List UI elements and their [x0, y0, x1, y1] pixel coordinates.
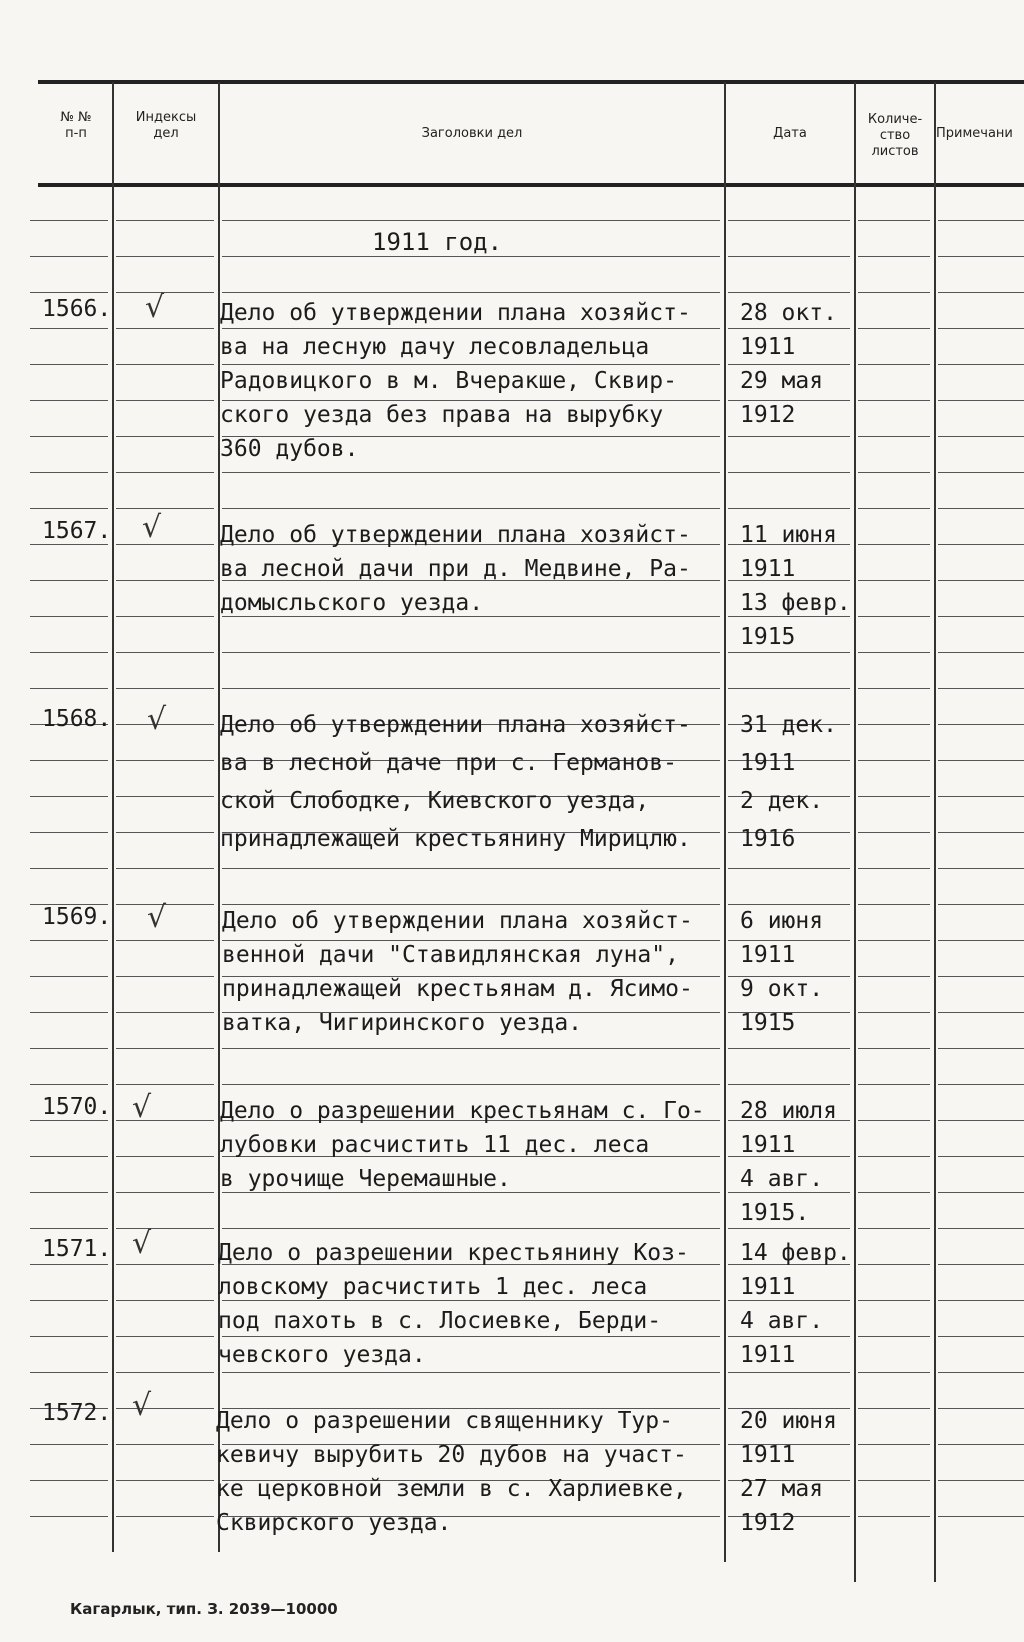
header-notes: Примечани [936, 126, 1013, 141]
ruled-line [858, 472, 930, 473]
ruled-line [858, 1408, 930, 1409]
ruled-line [938, 508, 1024, 509]
ruled-line [938, 1084, 1024, 1085]
ruled-line [116, 976, 214, 977]
ruled-line [728, 1372, 850, 1373]
ruled-line [858, 724, 930, 725]
ruled-line [858, 1264, 930, 1265]
ruled-line [116, 472, 214, 473]
ruled-line [116, 1228, 214, 1229]
ruled-line [858, 796, 930, 797]
ruled-line [938, 220, 1024, 221]
entry-title: Дело об утверждении плана хозяйст- ва лесной дачи при д. Медвине, Ра- домысльского уезда. [220, 522, 691, 616]
ruled-line [30, 544, 108, 545]
table-top-rule [38, 80, 1024, 84]
ruled-line [858, 400, 930, 401]
ruled-line [858, 1120, 930, 1121]
header-sheets: Количе- ство листов [867, 112, 923, 159]
ruled-line [30, 1156, 108, 1157]
ruled-line [116, 1408, 214, 1409]
header-title: Заголовки дел [421, 126, 523, 141]
entry-title: Дело о разрешении крестьянину Коз- ловскому расчистить 1 дес. леса под пахоть в с. Лосиевке, Берди- чевского уезда. [218, 1240, 689, 1368]
checkmark: √ [147, 702, 167, 737]
ruled-line [30, 1516, 108, 1517]
entry-dates: 31 дек. 1911 2 дек. 1916 [740, 712, 837, 852]
ruled-line [858, 940, 930, 941]
ruled-line [116, 292, 214, 293]
ruled-line [728, 436, 850, 437]
ruled-line [30, 508, 108, 509]
ruled-line [116, 1048, 214, 1049]
ruled-line [30, 400, 108, 401]
ruled-line [116, 1372, 214, 1373]
ruled-line [938, 1228, 1024, 1229]
checkmark: √ [145, 290, 165, 325]
ruled-line [116, 1300, 214, 1301]
ruled-line [116, 400, 214, 401]
ruled-line [728, 688, 850, 689]
ruled-line [938, 940, 1024, 941]
ruled-line [858, 1192, 930, 1193]
ruled-line [858, 364, 930, 365]
ruled-line [30, 1372, 108, 1373]
ruled-line [30, 1012, 108, 1013]
ruled-line [938, 1516, 1024, 1517]
ruled-line [116, 940, 214, 941]
ruled-line [222, 1084, 720, 1085]
ruled-line [116, 796, 214, 797]
ruled-line [858, 328, 930, 329]
entry-number: 1569. [42, 904, 112, 930]
ruled-line [30, 1480, 108, 1481]
ruled-line [938, 472, 1024, 473]
ruled-line [858, 220, 930, 221]
ruled-line [116, 1336, 214, 1337]
ruled-line [938, 364, 1024, 365]
ruled-line [30, 1084, 108, 1085]
ruled-line [938, 1264, 1024, 1265]
ruled-line [858, 1336, 930, 1337]
ruled-line [222, 868, 720, 869]
entry-number: 1572. [42, 1400, 112, 1426]
header-date: Дата [773, 126, 807, 141]
entry-title: Дело об утверждении плана хозяйст- венной дачи "Ставидлянская луна", принадлежащей крестьянам д. Ясимо- ватка, Чигиринского уезда. [222, 908, 693, 1036]
ruled-line [30, 940, 108, 941]
ruled-line [30, 616, 108, 617]
ruled-line [116, 328, 214, 329]
ruled-line [938, 1300, 1024, 1301]
ruled-line [938, 256, 1024, 257]
ruled-line [858, 1300, 930, 1301]
ruled-line [858, 580, 930, 581]
entry-number: 1566. [42, 296, 112, 322]
ruled-line [938, 1048, 1024, 1049]
checkmark: √ [142, 510, 162, 545]
ruled-line [728, 1048, 850, 1049]
entry-title: Дело об утверждении плана хозяйст- ва на лесную дачу лесовладельца Радовицкого в м. Вчеракше, Сквир- ского уезда без права на вырубку 360 дубов. [220, 300, 691, 462]
ruled-line [30, 1336, 108, 1337]
entry-number: 1571. [42, 1236, 112, 1262]
ruled-line [30, 256, 108, 257]
entry-dates: 6 июня 1911 9 окт. 1915 [740, 908, 824, 1036]
ruled-line [30, 760, 108, 761]
ruled-line [30, 688, 108, 689]
ruled-line [728, 292, 850, 293]
ruled-line [938, 1120, 1024, 1121]
ruled-line [116, 1480, 214, 1481]
ruled-line [938, 1192, 1024, 1193]
ruled-line [222, 688, 720, 689]
column-divider [934, 82, 936, 1582]
ruled-line [938, 1156, 1024, 1157]
ruled-line [30, 328, 108, 329]
entry-title: Дело о разрешении крестьянам с. Го- лубовки расчистить 11 дес. леса в урочище Черемашные. [220, 1098, 705, 1192]
ruled-line [116, 1516, 214, 1517]
entry-number: 1568. [42, 706, 112, 732]
ruled-line [30, 436, 108, 437]
ruled-line [858, 688, 930, 689]
ruled-line [30, 1264, 108, 1265]
ruled-line [858, 1012, 930, 1013]
ruled-line [222, 1228, 720, 1229]
table-header-rule [38, 183, 1024, 187]
ruled-line [222, 256, 720, 257]
ruled-line [116, 544, 214, 545]
ruled-line [116, 508, 214, 509]
ruled-line [116, 580, 214, 581]
entry-dates: 20 июня 1911 27 мая 1912 [740, 1408, 837, 1536]
column-divider [854, 82, 856, 1582]
checkmark: √ [147, 900, 167, 935]
ruled-line [116, 1012, 214, 1013]
ruled-line [728, 868, 850, 869]
ruled-line [30, 220, 108, 221]
ruled-line [938, 688, 1024, 689]
ruled-line [858, 1516, 930, 1517]
ruled-line [858, 1156, 930, 1157]
ruled-line [30, 1048, 108, 1049]
ruled-line [858, 256, 930, 257]
ruled-line [858, 904, 930, 905]
entry-dates: 11 июня 1911 13 февр. 1915 [740, 522, 851, 650]
ruled-line [30, 1192, 108, 1193]
ruled-line [938, 652, 1024, 653]
ruled-line [728, 1084, 850, 1085]
ruled-line [938, 580, 1024, 581]
ruled-line [858, 292, 930, 293]
ruled-line [858, 1084, 930, 1085]
ruled-line [938, 1480, 1024, 1481]
ruled-line [858, 1228, 930, 1229]
ruled-line [30, 580, 108, 581]
ruled-line [116, 760, 214, 761]
column-divider [724, 82, 726, 1562]
ruled-line [858, 868, 930, 869]
ruled-line [116, 1264, 214, 1265]
ruled-line [222, 292, 720, 293]
ruled-line [30, 1228, 108, 1229]
ruled-line [938, 544, 1024, 545]
ruled-line [938, 292, 1024, 293]
printer-imprint: Кагарлык, тип. З. 2039—10000 [70, 1600, 338, 1618]
header-index: Индексы дел [135, 110, 197, 141]
ruled-line [938, 976, 1024, 977]
ruled-line [858, 652, 930, 653]
ruled-line [30, 364, 108, 365]
ruled-line [116, 220, 214, 221]
ruled-line [938, 400, 1024, 401]
ruled-line [858, 436, 930, 437]
ruled-line [116, 616, 214, 617]
ruled-line [938, 1372, 1024, 1373]
ruled-line [30, 976, 108, 977]
year-heading: 1911 год. [372, 228, 503, 256]
ruled-line [858, 544, 930, 545]
ruled-line [116, 256, 214, 257]
ruled-line [858, 508, 930, 509]
ruled-line [222, 1372, 720, 1373]
ruled-line [858, 760, 930, 761]
ruled-line [938, 436, 1024, 437]
ruled-line [858, 1480, 930, 1481]
ruled-line [116, 436, 214, 437]
ruled-line [116, 364, 214, 365]
ruled-line [728, 220, 850, 221]
ruled-line [938, 904, 1024, 905]
ruled-line [30, 1120, 108, 1121]
ruled-line [30, 472, 108, 473]
ruled-line [30, 1300, 108, 1301]
ruled-line [938, 832, 1024, 833]
ruled-line [938, 1444, 1024, 1445]
ruled-line [938, 1408, 1024, 1409]
ruled-line [858, 976, 930, 977]
ruled-line [938, 724, 1024, 725]
ruled-line [938, 616, 1024, 617]
ruled-line [728, 256, 850, 257]
ruled-line [30, 292, 108, 293]
ruled-line [116, 652, 214, 653]
ruled-line [116, 1156, 214, 1157]
ruled-line [30, 1444, 108, 1445]
ruled-line [30, 832, 108, 833]
ruled-line [30, 652, 108, 653]
ruled-line [116, 868, 214, 869]
ruled-line [858, 616, 930, 617]
ruled-line [116, 688, 214, 689]
ruled-line [858, 1444, 930, 1445]
ruled-line [116, 1444, 214, 1445]
ruled-line [858, 832, 930, 833]
ruled-line [30, 868, 108, 869]
checkmark: √ [132, 1226, 152, 1261]
ruled-line [116, 1120, 214, 1121]
ruled-line [222, 652, 720, 653]
ruled-line [222, 508, 720, 509]
entry-dates: 14 февр. 1911 4 авг. 1911 [740, 1240, 851, 1368]
ruled-line [728, 472, 850, 473]
ruled-line [116, 1192, 214, 1193]
ruled-line [222, 1048, 720, 1049]
ruled-line [858, 1048, 930, 1049]
ruled-line [222, 220, 720, 221]
ruled-line [116, 1084, 214, 1085]
checkmark: √ [132, 1090, 152, 1125]
entry-title: Дело об утверждении плана хозяйст- ва в лесной даче при с. Германов- ской Слободке, Киевского уезда, принадлежащей крестьянину Мирицлю. [220, 712, 691, 852]
ruled-line [728, 508, 850, 509]
header-number: № № п-п [60, 110, 92, 141]
entry-number: 1570. [42, 1094, 112, 1120]
ruled-line [938, 1336, 1024, 1337]
ruled-line [938, 760, 1024, 761]
ruled-line [116, 832, 214, 833]
ruled-line [222, 472, 720, 473]
entry-dates: 28 окт. 1911 29 мая 1912 [740, 300, 837, 428]
entry-dates: 28 июля 1911 4 авг. 1915. [740, 1098, 837, 1226]
ruled-line [858, 1372, 930, 1373]
ruled-line [938, 868, 1024, 869]
entry-number: 1567. [42, 518, 112, 544]
ruled-line [938, 1012, 1024, 1013]
ruled-line [938, 796, 1024, 797]
ruled-line [30, 796, 108, 797]
checkmark: √ [132, 1388, 152, 1423]
entry-title: Дело о разрешении священнику Тур- кевичу вырубить 20 дубов на участ- ке церковной земли в с. Харлиевке, Сквирского уезда. [216, 1408, 687, 1536]
ruled-line [938, 328, 1024, 329]
